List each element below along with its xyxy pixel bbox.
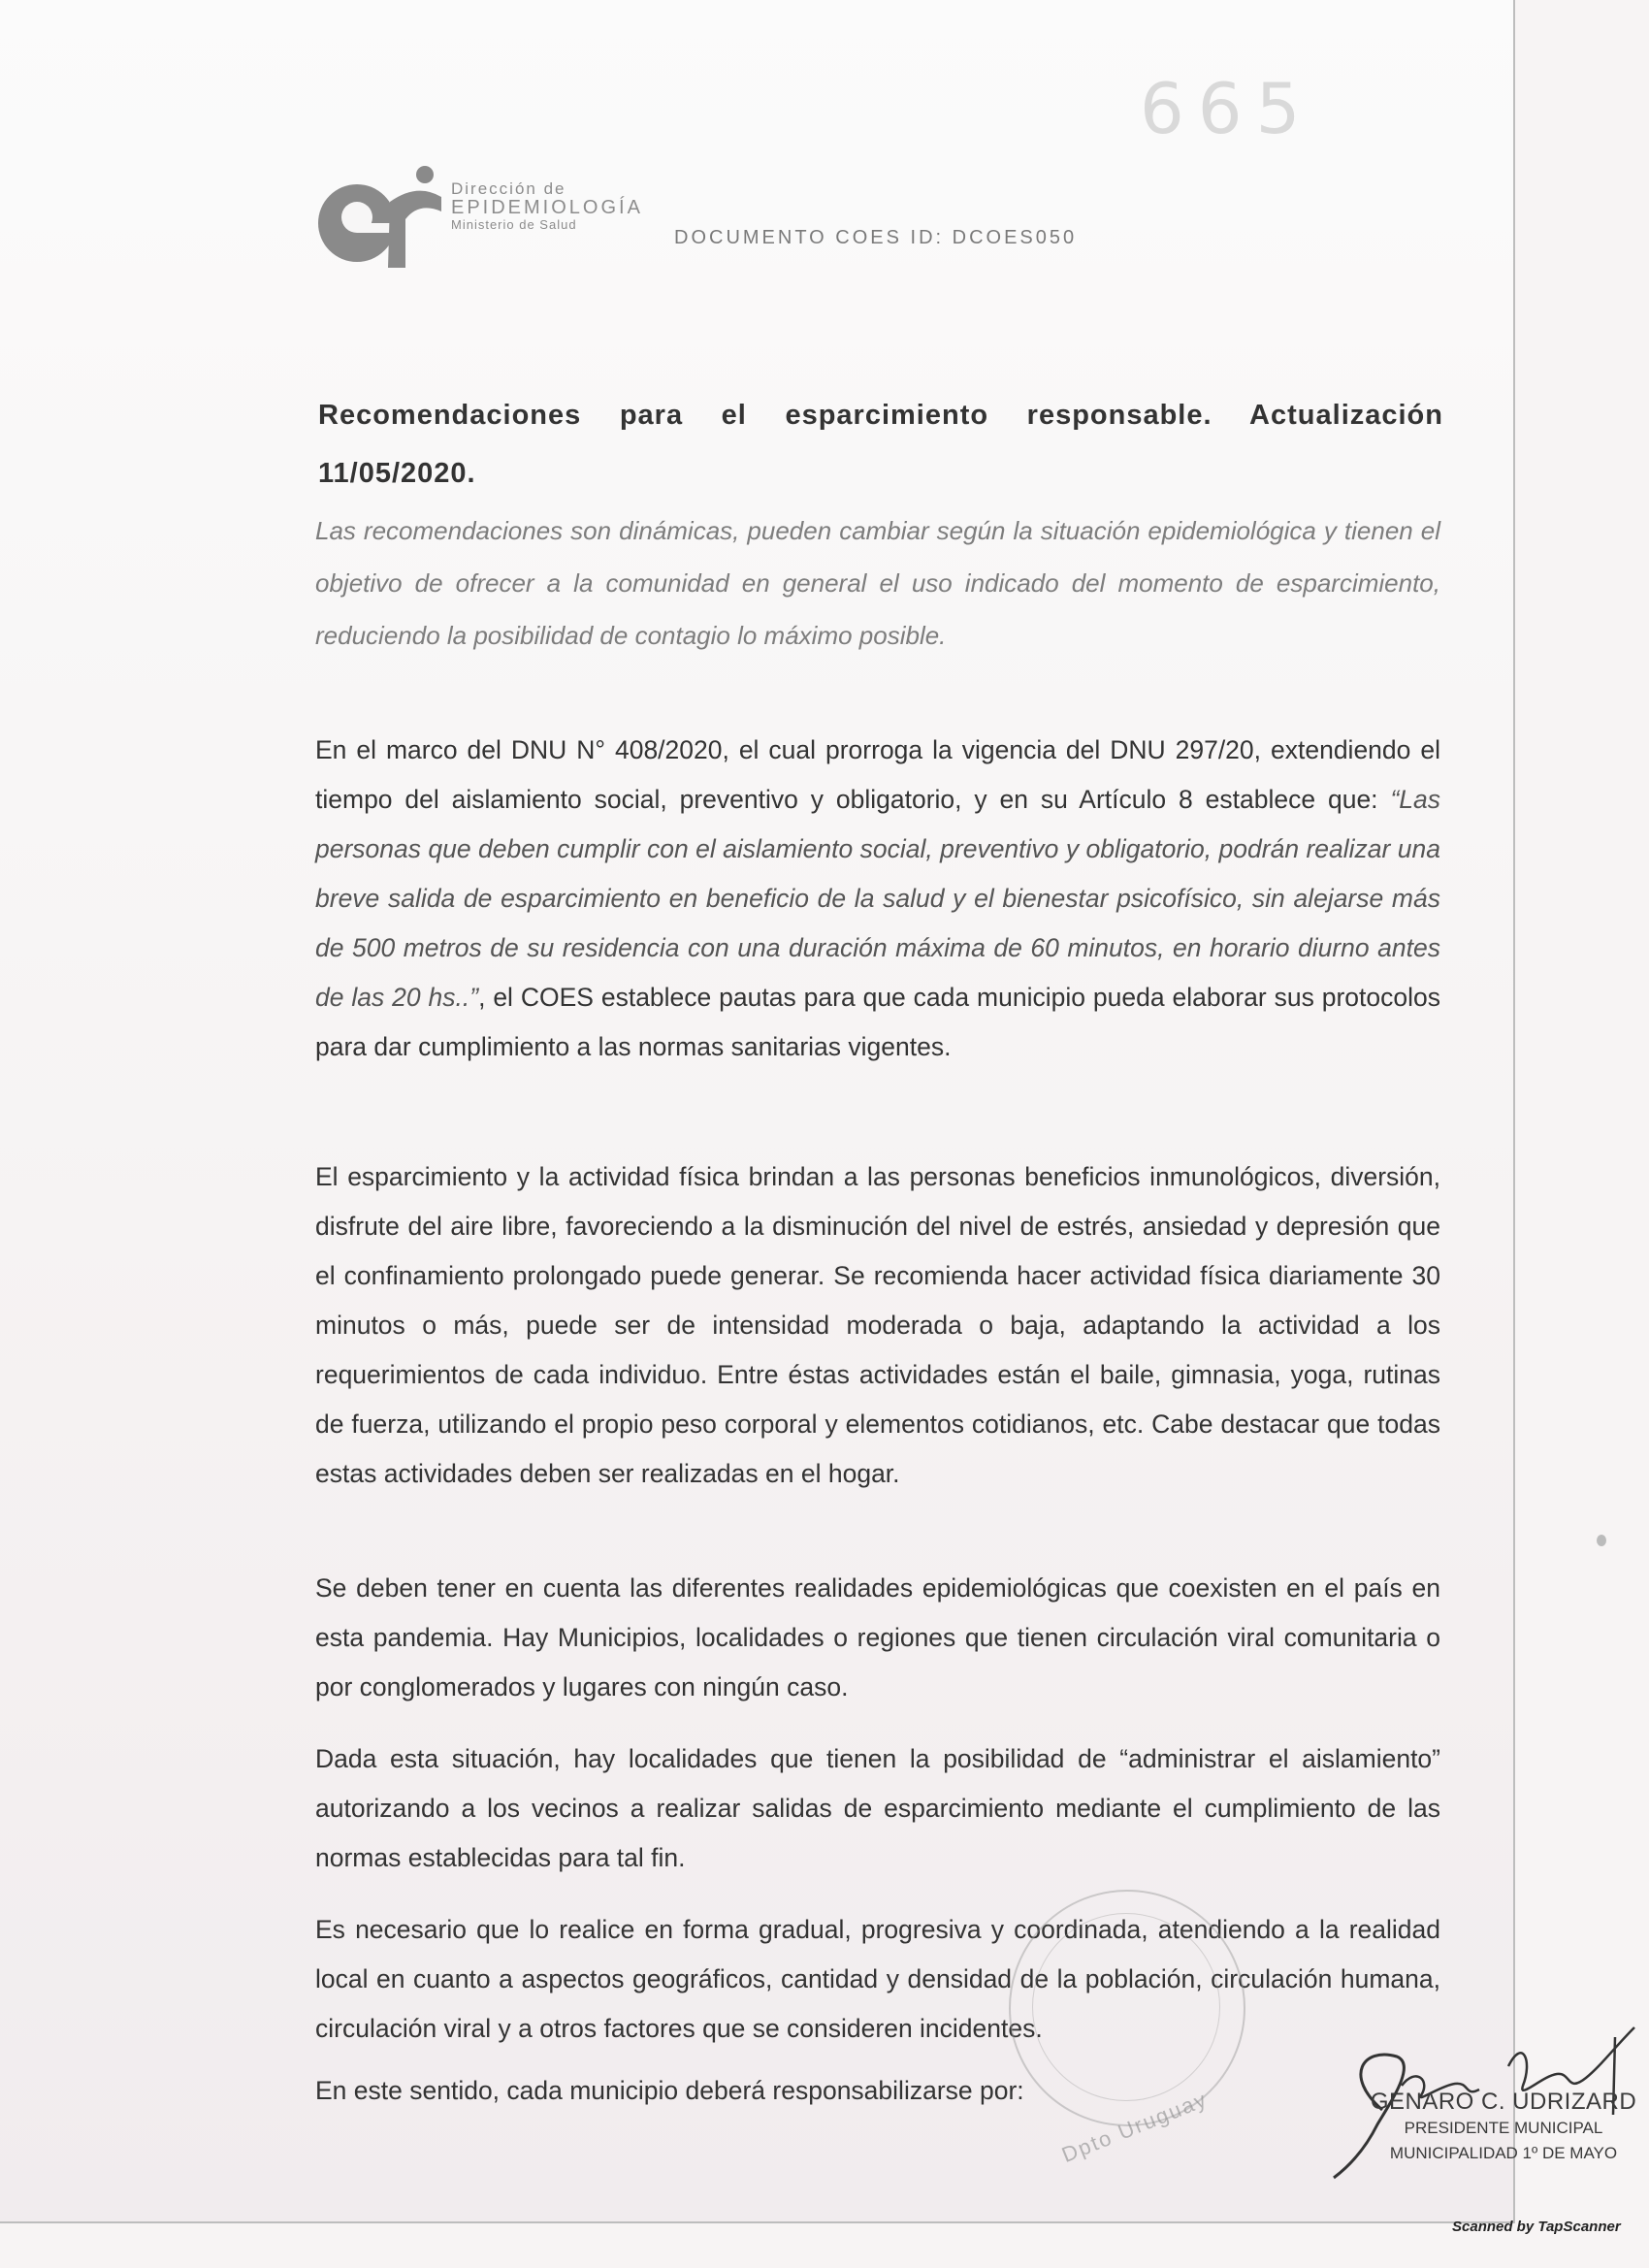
- stamp-inner-ring: [1032, 1913, 1220, 2101]
- paragraph-situation: Dada esta situación, hay localidades que tienen la posibilidad de “administrar el aislamiento” autorizando a los vecinos a realizar salidas de esparcimiento mediante el cumplimiento de las normas establecidas para tal fin.: [315, 1744, 1440, 1872]
- page-number: 665: [1140, 68, 1314, 149]
- paragraph-benefits: El esparcimiento y la actividad física brindan a las personas beneficios inmunológicos, diversión, disfrute del aire libre, favoreciendo a la disminución del nivel de estrés, ansiedad y depresión que el confinamiento prolongado puede generar. Se recomienda hacer actividad física diariamente 30 minutos o más, puede ser de intensidad moderada o baja, adaptando la actividad a los requerimientos de cada individuo. Entre éstas actividades están el baile, gimnasia, yoga, rutinas de fuerza, utilizando el propio peso corporal y elementos cotidianos, etc. Cabe destacar que todas estas actividades deben ser realizadas en el hogar.: [315, 1162, 1440, 1488]
- paragraph-intro: Las recomendaciones son dinámicas, pueden cambiar según la situación epidemiológica y tienen el objetivo de ofrecer a la comunidad en general el uso indicado del momento de esparcimiento, reduciendo la posibilidad de contagio lo máximo posible.: [315, 516, 1440, 650]
- paragraph-dnu-text-b: , el COES establece pautas para que cada municipio pueda elaborar sus protocolos para dar cumplimiento a las normas sanitarias vigentes.: [315, 983, 1440, 1061]
- document-title: Recomendaciones para el esparcimiento responsable. Actualización 11/05/2020.: [318, 400, 1443, 489]
- stamp-label: Dpto Uruguay: [1057, 2087, 1212, 2168]
- paragraph-dnu-quote: “Las personas que deben cumplir con el aislamiento social, preventivo y obligatorio, podrán realizar una breve salida de esparcimiento en beneficio de la salud y el bienestar psicofísico, sin alejarse más de 500 metros de su residencia con una duración máxima de 60 minutos, en horario diurno antes de las 20 hs..”: [315, 785, 1440, 1012]
- paragraph-dnu-text-a: En el marco del DNU N° 408/2020, el cual prorroga la vigencia del DNU 297/20, extendiendo el tiempo del aislamiento social, preventivo y obligatorio, y en su Artículo 8 establece que:: [315, 735, 1440, 814]
- paragraph-dnu: [315, 726, 1440, 1072]
- epidemiologia-logo: [310, 163, 451, 270]
- signatory-name: GENARO C. UDRIZARD: [1370, 2089, 1637, 2115]
- scan-speck: [1597, 1535, 1606, 1546]
- signatory-organization: MUNICIPALIDAD 1º DE MAYO: [1389, 2144, 1618, 2162]
- municipal-seal-stamp: [1009, 1890, 1245, 2126]
- paragraph-responsibility: En este sentido, cada municipio deberá responsabilizarse por:: [315, 2076, 1024, 2105]
- logo-text: [451, 180, 643, 231]
- paragraph-realities: Se deben tener en cuenta las diferentes realidades epidemiológicas que coexisten en el país en esta pandemia. Hay Municipios, localidades o regiones que tienen circulación viral comunitaria o por conglomerados y lugares con ningún caso.: [315, 1573, 1440, 1701]
- document-id: DOCUMENTO COES ID: DCOES050: [674, 227, 1078, 248]
- scanner-watermark: Scanned by TapScanner: [1452, 2219, 1621, 2235]
- signatory-role: PRESIDENTE MUNICIPAL: [1404, 2119, 1603, 2137]
- logo-line-3: Ministerio de Salud: [451, 216, 577, 232]
- logo-line-2: EPIDEMIOLOGÍA: [451, 196, 643, 218]
- paragraph-gradual: Es necesario que lo realice en forma gradual, progresiva y coordinada, atendiendo a la realidad local en cuanto a aspectos geográficos, cantidad y densidad de la población, circulación humana, circulación viral y a otros factores que se consideren incidentes.: [315, 1915, 1440, 2043]
- logo-line-1: Dirección de: [451, 179, 566, 198]
